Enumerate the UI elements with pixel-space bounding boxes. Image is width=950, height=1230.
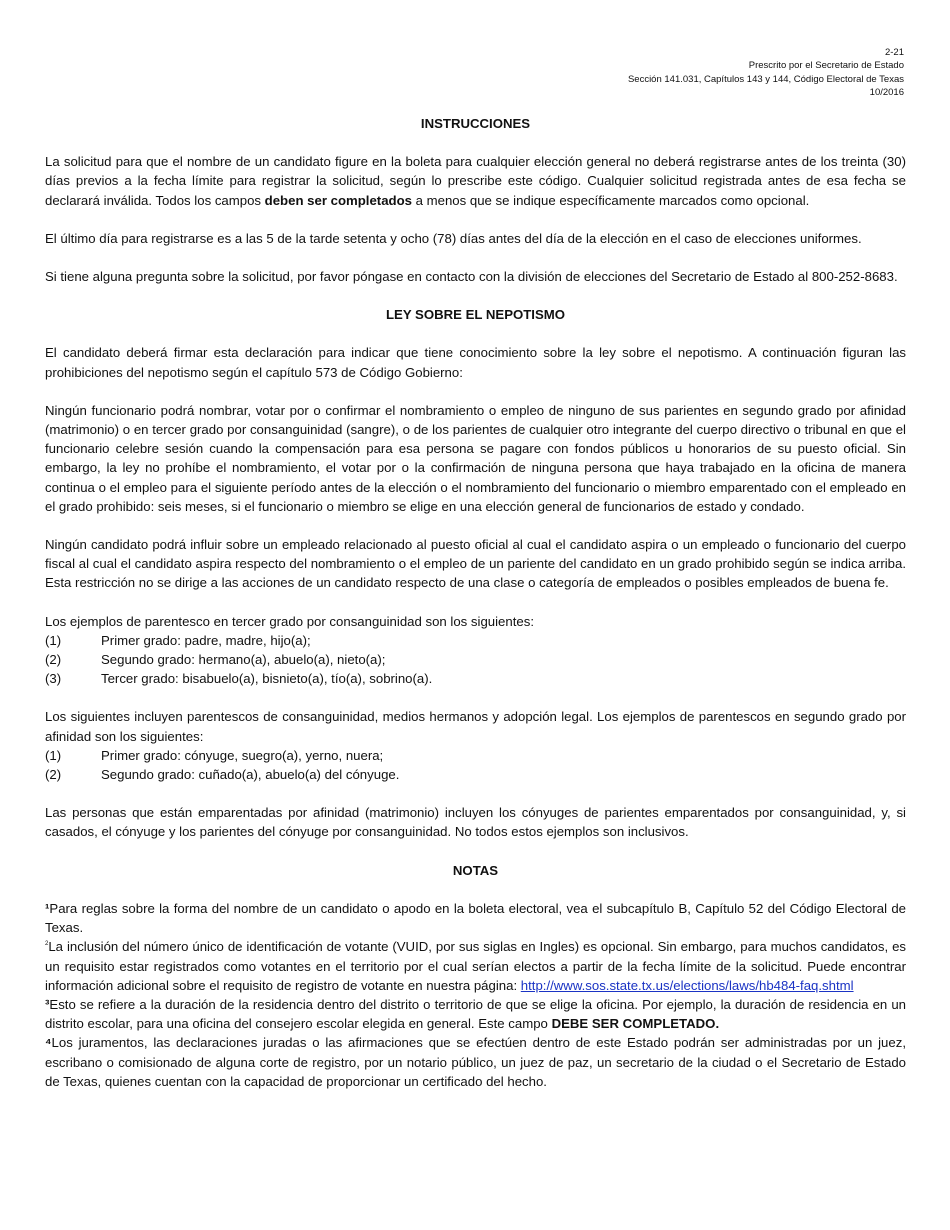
list-item: (3) Tercer grado: bisabuelo(a), bisnieto(a), tío(a), sobrino(a). [45,671,433,687]
nepotism-paragraph-2: Ningún funcionario podrá nombrar, votar por o confirmar el nombramiento o empleo de ninguno de sus parientes en segundo grado por afinidad (matrimonio) o en tercer grado por consanguinidad (sangre), o de los parientes de cualquier otro integrante del cuerpo directivo o tribunal en que el funcionario celebre sesión cuando la compensación para esa persona se pagare con fondos públicos u honorarios de su puesto oficial. Sin embargo, la ley no prohíbe el nombramiento, el votar por o la confirmación de ninguna persona que haya trabajado en la oficina de manera continua o el empleo para el siguiente período antes de la elección o el nombramiento del funcionario o miembro emparentado con el empleado en el grado prohibido: seis meses, si el funcionario o miembro se elige en una elección general de funcionarios de estado y condado. [45,402,906,514]
document-body [45,114,906,1091]
instructions-paragraph-3: Si tiene alguna pregunta sobre la solicitud, por favor póngase en contacto con la división de elecciones del Secretario de Estado al 800-252-8683. [45,269,898,285]
footnote-mark: 2 [45,941,49,948]
instructions-paragraph-1: La solicitud para que el nombre de un candidato figure en la boleta para cualquier elección general no deberá registrarse antes de los treinta (30) días previos a la fecha límite para registrar la solicitud, según lo prescribe este código. Cualquier solicitud registrada antes de esa fecha se declarará inválida. Todos los campos deben ser completados a menos que se indique específicamente marcados como opcional. [45,154,906,208]
notes-section [45,899,906,1091]
list-item: (2) Segundo grado: cuñado(a), abuelo(a) del cónyuge. [45,767,400,783]
form-header [628,46,904,100]
footnote-mark: ¹ [45,900,50,916]
nepotism-paragraph-3: Ningún candidato podrá influir sobre un empleado relacionado al puesto oficial al cual el candidato aspira o un empleado o funcionario del cuerpo fiscal al cual el candidato aspira respecto del nombramiento o el empleo de un pariente del candidato en un grado prohibido según se indica arriba. Esta restricción no se dirige a las acciones de un candidato respecto de una clase o categoría de empleados o posibles empleados de buena fe. [45,537,906,591]
affinity-list [45,707,906,784]
emphasis-text: deben ser completados [264,192,412,208]
instructions-paragraph-2: El último día para registrarse es a las 5 de la tarde setenta y ocho (78) días antes del día de la elección en el caso de elecciones uniformes. [45,230,862,246]
faq-link[interactable]: http://www.sos.state.tx.us/elections/laws/hb484-faq.shtml [520,977,854,993]
prescribed-by: Prescrito por el Secretario de Estado [748,60,904,72]
nepotism-heading: LEY SOBRE EL NEPOTISMO [385,307,566,323]
list-item: (1) Primer grado: cónyuge, suegro(a), yerno, nuera; [45,747,384,763]
legal-section: Sección 141.031, Capítulos 143 y 144, Código Electoral de Texas [627,73,904,85]
notes-heading: NOTAS [452,862,499,878]
nepotism-paragraph-1: El candidato deberá firmar esta declaración para indicar que tiene conocimiento sobre la ley sobre el nepotismo. A continuación figuran las prohibiciones del nepotismo según el capítulo 573 de Código Gobierno: [45,345,906,380]
affinity-intro: Los siguientes incluyen parentescos de consanguinidad, medios hermanos y adopción legal. Los ejemplos de parentescos en segundo grado por afinidad son los siguientes: [45,709,906,744]
footnote-mark: ⁴ [45,1035,52,1051]
note-3: ³Esto se refiere a la duración de la residencia dentro del distrito o territorio de que se elige la oficina. Por ejemplo, la duración de residencia en un distrito escolar, para una oficina del consejero escolar elegida en general. Este campo DEBE SER COMPLETADO. [45,996,906,1032]
consanguinity-list [45,612,906,689]
nepotism-final-paragraph: Las personas que están emparentadas por afinidad (matrimonio) incluyen los cónyuges de parientes emparentados por consanguinidad, y, si casados, el cónyuge y los parientes del cónyuge por consanguinidad. No todos estos ejemplos son inclusivos. [45,805,906,840]
form-number: 2-21 [884,47,904,58]
footnote-mark: ³ [45,996,50,1012]
consanguinity-intro: Los ejemplos de parentesco en tercer grado por consanguinidad son los siguientes: [45,613,534,629]
list-item: (2) Segundo grado: hermano(a), abuelo(a), nieto(a); [45,652,386,668]
note-2: $^2$La inclusión del número único de identificación de votante (VUID, por sus siglas en Ingles) es opcional. Sin embargo, para muchos candidatos, es un requisito estar registrados como votantes en el territorio por el cual serían electos a partir de la fecha límite de la solicitud. Puede encontrar información adicional sobre el requisito de registro de votante en nuestra página: http://www.sos.state.tx.us/elections/laws/hb484-faq.shtml [45,939,906,993]
required-notice: DEBE SER COMPLETADO. [551,1016,720,1032]
list-item: (1) Primer grado: padre, madre, hijo(a); [45,632,311,648]
note-1: ¹Para reglas sobre la forma del nombre de un candidato o apodo en la boleta electoral, vea el subcapítulo B, Capítulo 52 del Código Electoral de Texas. [45,900,906,936]
form-date: 10/2016 [869,87,904,99]
instructions-heading: INSTRUCCIONES [420,116,531,131]
note-4: ⁴Los juramentos, las declaraciones juradas o las afirmaciones que se efectúen dentro de este Estado podrán ser administradas por un juez, escribano o comisionado de alguna corte de registro, por un notario público, un juez de paz, un secretario de la ciudad o el Secretario de Estado de Texas, quienes cuentan con la capacidad de proporcionar un certificado del hecho. [45,1035,906,1089]
